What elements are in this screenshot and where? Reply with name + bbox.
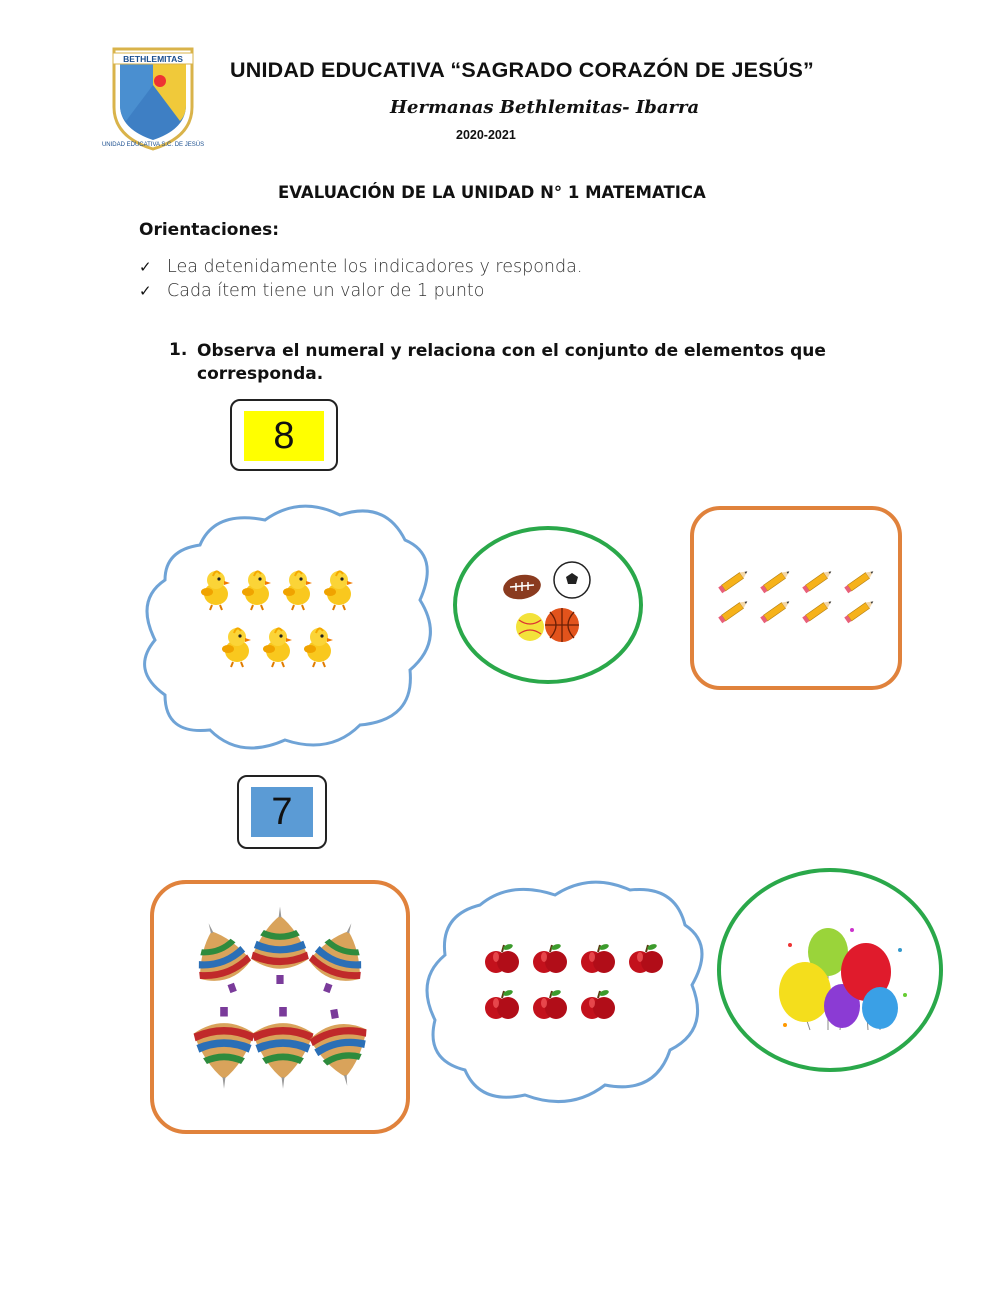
numeral-7: 7: [251, 787, 313, 837]
cloud-set-chicks[interactable]: [145, 506, 431, 748]
rect-set-pencils[interactable]: [692, 508, 900, 688]
question-number: 1.: [169, 340, 188, 360]
sisters-subtitle: Hermanas Bethlemitas- Ibarra: [390, 97, 700, 118]
checkmark-icon: ✓: [139, 282, 152, 300]
logo-ring-text: UNIDAD EDUCATIVA S.C. DE JESÚS: [101, 142, 205, 148]
school-name: UNIDAD EDUCATIVA “SAGRADO CORAZÓN DE JESÚS”: [230, 58, 814, 82]
ellipse-set-balls[interactable]: [455, 528, 641, 682]
orientation-item: ✓ Lea detenidamente los indicadores y responda.: [139, 257, 583, 277]
school-year: 2020-2021: [456, 128, 516, 142]
cloud-set-apples[interactable]: [427, 882, 702, 1101]
question-text: Observa el numeral y relaciona con el conjunto de elementos que corresponda.: [197, 341, 826, 384]
logo-title: BETHLEMITAS: [123, 54, 183, 64]
orientations-label: Orientaciones:: [139, 220, 280, 240]
orientation-item: ✓ Cada ítem tiene un valor de 1 punto: [139, 281, 485, 301]
evaluation-title: EVALUACIÓN DE LA UNIDAD N° 1 MATEMATICA: [278, 183, 706, 202]
checkmark-icon: ✓: [139, 258, 152, 276]
numeral-8: 8: [244, 411, 324, 461]
